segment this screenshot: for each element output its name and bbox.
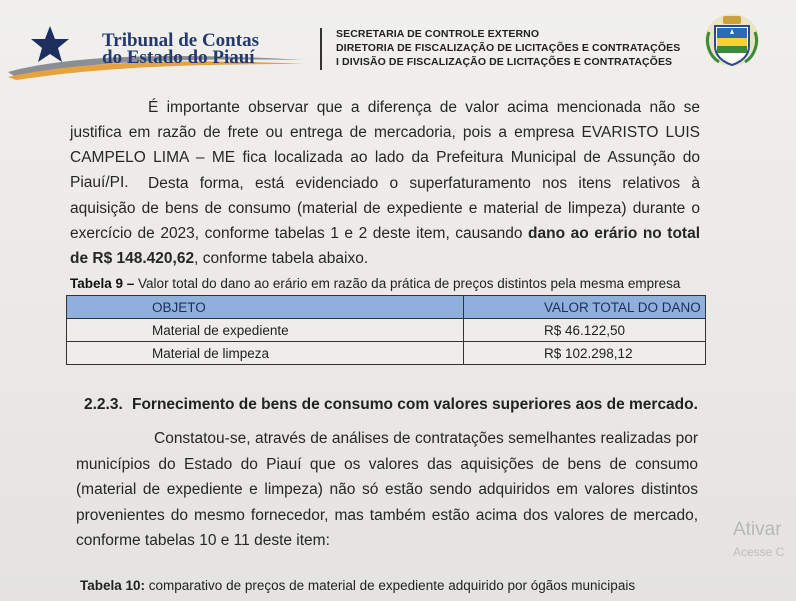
table9-caption-text: Valor total do dano ao erário em razão da prática de preços distintos pela mesma empresa [134,276,681,291]
paragraph-superfaturamento-text: Desta forma, está evidenciado o superfaturamento nos itens relativos à aquisição de bens de consumo (material de expediente e material de limpeza) durante o exercício de 2023, conforme tabelas 1 e 2 deste item, causando [70,175,700,242]
header-line-diretoria: DIRETORIA DE FISCALIZAÇÃO DE LICITAÇÕES E CONTRATAÇÕES [336,42,681,54]
paragraph-superfaturamento-tail: , conforme tabela abaixo. [194,250,369,267]
cell-objeto: Material de expediente [67,319,464,342]
activation-watermark-title: Ativar [733,519,782,540]
cell-objeto: Material de limpeza [67,342,464,365]
paragraph-constatou-text: Constatou-se, através de análises de contratações semelhantes realizadas por municípios do Estado do Piauí que os valores das aquisições de bens de consumo (material de expediente e limpeza) não só estão sendo adquiridos em valores distintos provenientes do mesmo fornecedor, mas também estão acima dos valores de mercado, conforme tabelas 10 e 11 deste item: [76,430,698,549]
header-line-secretaria: SECRETARIA DE CONTROLE EXTERNO [336,28,540,40]
table-dano-total [66,295,706,365]
table9-caption-label: Tabela 9 – [70,276,135,291]
section-number: 2.2.3. [84,396,123,413]
logo-wordmark [102,32,259,66]
header-office-lines [336,27,680,69]
table-row [67,342,706,365]
table-header-row [67,296,706,319]
section-heading [84,396,698,414]
activation-watermark-subtitle: Acesse C [733,545,785,559]
logo-line-2: do Estado do Piauí [102,47,255,68]
header-line-divisao: I DIVISÃO DE FISCALIZAÇÃO DE LICITAÇÕES E CONTRATAÇÕES [336,56,673,68]
dano-total-highlight: dano ao erário no total de R$ 148.420,62 [70,225,701,267]
column-header-objeto: OBJETO [67,296,464,319]
table-row [67,319,706,342]
table10-caption-label: Tabela 10: [80,578,146,593]
table9-caption [70,276,680,291]
table10-caption [80,578,635,593]
header-divider [320,28,322,70]
logo-line-1: Tribunal de Contas [102,30,259,51]
table10-caption-text: comparativo de preços de material de expediente adquirido por ógãos municipais [145,578,636,593]
paragraph-superfaturamento [70,171,700,271]
cell-valor: R$ 102.298,12 [464,342,706,365]
column-header-valor: VALOR TOTAL DO DANO [464,296,706,319]
section-title: Fornecimento de bens de consumo com valores superiores aos de mercado. [132,396,698,413]
cell-valor: R$ 46.122,50 [464,319,706,342]
state-crest-icon [703,12,761,68]
paragraph-constatou [76,426,698,554]
paragraph-frete-text: É importante observar que a diferença de valor acima mencionada não se justifica em razão de frete ou entrega de mercadoria, pois a empresa EVARISTO LUIS CAMPELO LIMA – ME fica localizada ao lado da Prefeitura Municipal de Assunção do Piauí/PI. [70,99,700,191]
